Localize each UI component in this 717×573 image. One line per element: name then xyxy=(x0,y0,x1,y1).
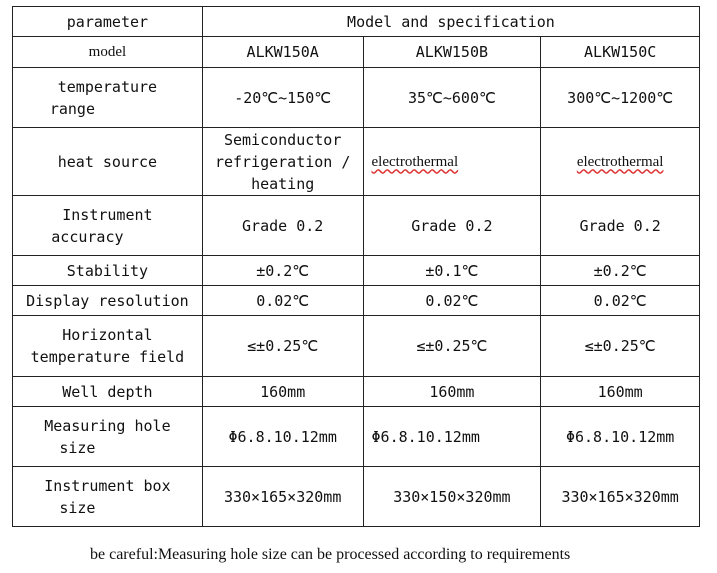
box-c: 330×165×320mm xyxy=(541,467,700,527)
heat-a-line1: Semiconductor xyxy=(223,130,342,149)
label-accuracy xyxy=(13,196,203,256)
row-temperature-range xyxy=(13,68,700,128)
stability-b: ±0.1℃ xyxy=(363,256,541,286)
model-c: ALKW150C xyxy=(541,37,700,68)
label-display-resolution: Display resolution xyxy=(13,286,203,316)
footnote: be careful:Measuring hole size can be processed according to requirements xyxy=(90,546,571,563)
model-b: ALKW150B xyxy=(363,37,541,68)
header-model-spec: Model and specification xyxy=(202,7,699,37)
depth-c: 160mm xyxy=(541,377,700,407)
label-field-line2: temperature field xyxy=(30,348,185,366)
temp-a: -20℃~150℃ xyxy=(202,68,363,128)
stability-c: ±0.2℃ xyxy=(541,256,700,286)
accuracy-c: Grade 0.2 xyxy=(541,196,700,256)
label-hole-line1: Measuring hole xyxy=(44,416,171,435)
field-c: ≤±0.25℃ xyxy=(541,316,700,377)
row-instrument-box-size xyxy=(13,467,700,527)
heat-c-text: electrothermal xyxy=(576,153,664,170)
heat-a-line3: heating xyxy=(251,174,315,193)
temp-c: 300℃~1200℃ xyxy=(541,68,700,128)
label-model: model xyxy=(13,37,203,68)
row-stability xyxy=(13,256,700,286)
depth-b: 160mm xyxy=(363,377,541,407)
resolution-a: 0.02℃ xyxy=(202,286,363,316)
accuracy-b: Grade 0.2 xyxy=(363,196,541,256)
hole-a: Φ6.8.10.12mm xyxy=(202,407,363,467)
hole-c: Φ6.8.10.12mm xyxy=(541,407,700,467)
label-temperature-range xyxy=(13,68,203,128)
field-a: ≤±0.25℃ xyxy=(202,316,363,377)
label-well-depth: Well depth xyxy=(13,377,203,407)
heat-a xyxy=(202,128,363,196)
label-box-line1: Instrument box xyxy=(44,476,171,495)
label-temperature-line2: range xyxy=(49,99,95,118)
resolution-b: 0.02℃ xyxy=(363,286,541,316)
label-measuring-hole-size xyxy=(13,407,203,467)
temp-b: 35℃~600℃ xyxy=(363,68,541,128)
label-instrument-box-size xyxy=(13,467,203,527)
specification-table xyxy=(12,6,700,527)
accuracy-a: Grade 0.2 xyxy=(202,196,363,256)
header-row xyxy=(13,7,700,37)
hole-b: Φ6.8.10.12mm xyxy=(363,407,541,467)
heat-b xyxy=(363,128,541,196)
label-stability: Stability xyxy=(13,256,203,286)
header-parameter: parameter xyxy=(13,7,203,37)
label-accuracy-line1: Instrument xyxy=(62,205,153,224)
stability-a: ±0.2℃ xyxy=(202,256,363,286)
label-temperature-field xyxy=(13,316,203,377)
box-b: 330×150×320mm xyxy=(363,467,541,527)
row-temperature-field xyxy=(13,316,700,377)
model-a: ALKW150A xyxy=(202,37,363,68)
depth-a: 160mm xyxy=(202,377,363,407)
row-accuracy xyxy=(13,196,700,256)
label-field-line1: Horizontal xyxy=(62,326,153,344)
box-a: 330×165×320mm xyxy=(202,467,363,527)
row-measuring-hole-size xyxy=(13,407,700,467)
label-accuracy-line2: accuracy xyxy=(51,227,124,246)
row-well-depth xyxy=(13,377,700,407)
row-display-resolution xyxy=(13,286,700,316)
field-b: ≤±0.25℃ xyxy=(363,316,541,377)
heat-b-text: electrothermal xyxy=(371,153,459,170)
row-model xyxy=(13,37,700,68)
label-box-line2: size xyxy=(59,498,96,517)
heat-a-line2: refrigeration / xyxy=(214,152,351,171)
heat-c xyxy=(541,128,700,196)
label-temperature-line1: temperature xyxy=(57,77,158,96)
resolution-c: 0.02℃ xyxy=(541,286,700,316)
row-heat-source xyxy=(13,128,700,196)
label-heat-source: heat source xyxy=(13,128,203,196)
label-hole-line2: size xyxy=(59,438,96,457)
